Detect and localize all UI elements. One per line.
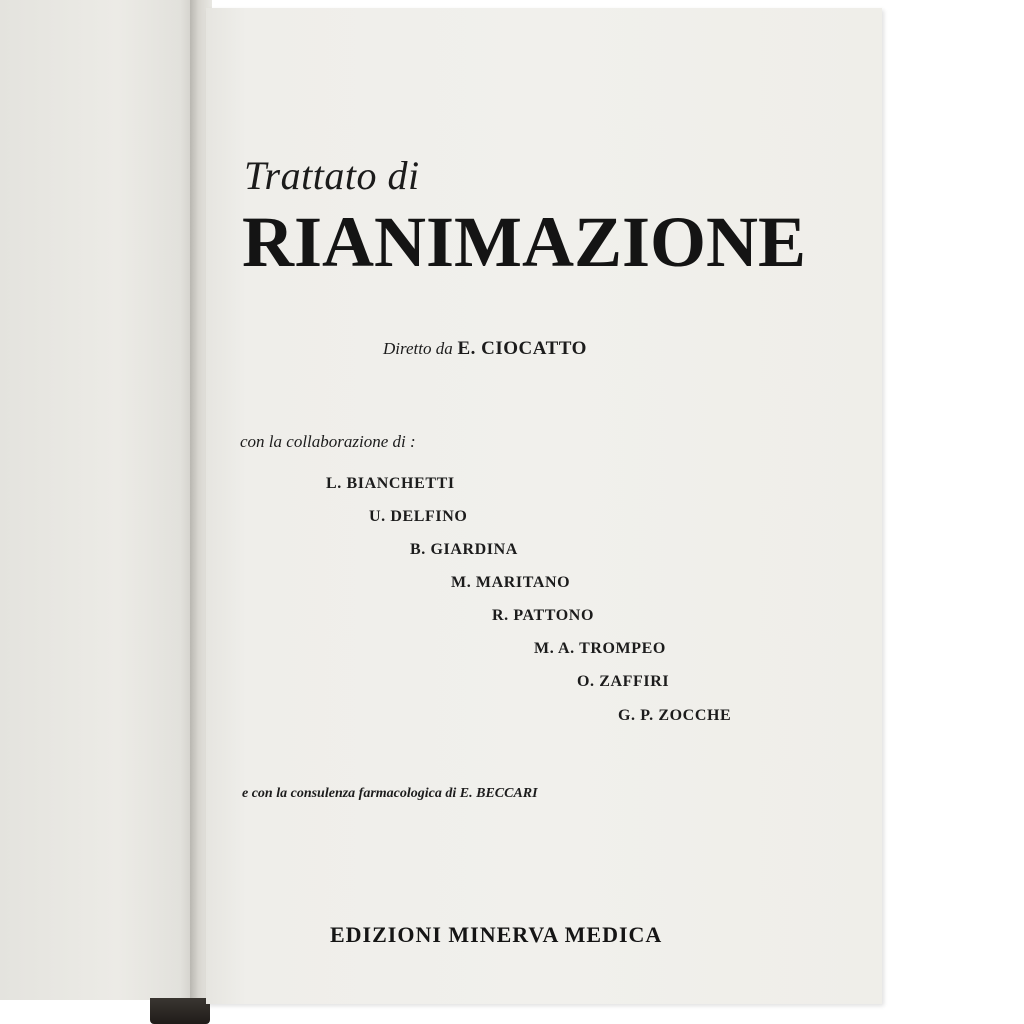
collaborator-name: M. A. TROMPEO	[534, 640, 666, 657]
book-cover-edge	[150, 998, 210, 1024]
consultation-credit: e con la consulenza farmacologica di E. BECCARI	[242, 786, 538, 801]
left-page	[0, 0, 196, 1000]
collaborator-name: L. BIANCHETTI	[326, 475, 455, 492]
publisher-name: EDIZIONI MINERVA MEDICA	[330, 922, 663, 947]
director-label: Diretto da	[383, 339, 453, 358]
title-line-2: RIANIMAZIONE	[242, 202, 807, 282]
collaborator-name: B. GIARDINA	[410, 541, 518, 558]
collaborator-name: R. PATTONO	[492, 607, 595, 624]
title-line-1: Trattato di	[244, 153, 420, 198]
director-name: E. CIOCATTO	[457, 338, 587, 359]
collaborator-name: U. DELFINO	[369, 508, 468, 525]
collaborator-name: G. P. ZOCCHE	[618, 707, 732, 724]
collaborator-name: O. ZAFFIRI	[577, 673, 670, 690]
director-credit	[383, 338, 587, 360]
collaborator-name: M. MARITANO	[451, 574, 571, 591]
collaboration-label: con la collaborazione di :	[240, 432, 416, 451]
